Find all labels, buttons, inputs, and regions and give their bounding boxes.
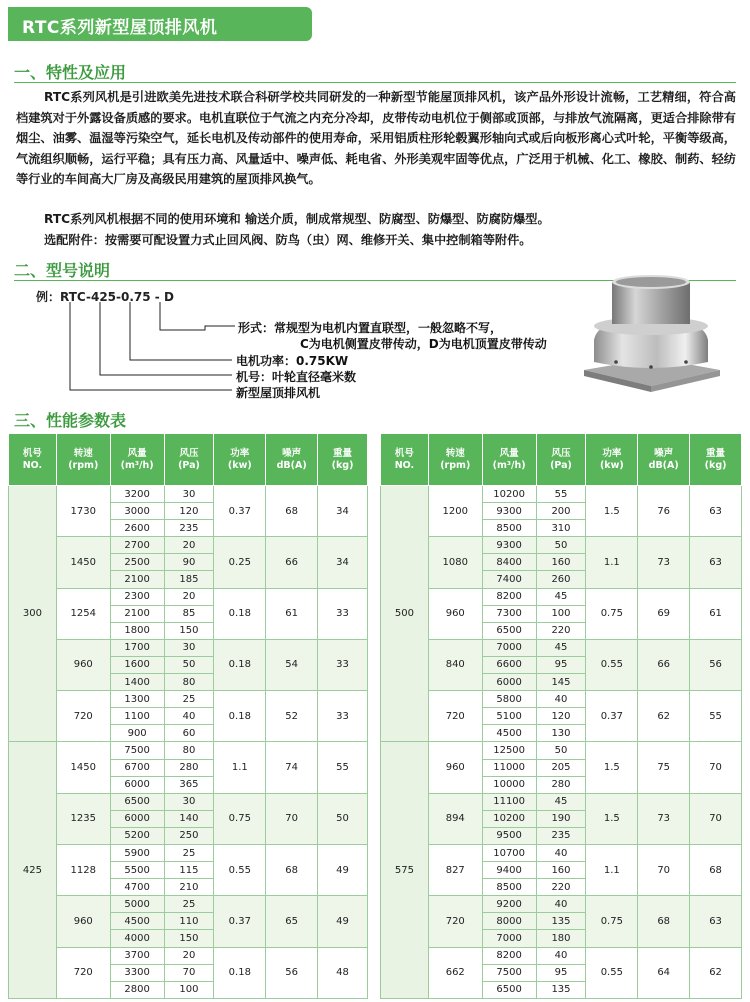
header-pressure-unit: (Pa) (178, 459, 200, 471)
power-cell: 1.5 (586, 793, 638, 844)
table-row (381, 588, 742, 605)
airflow-cell: 3200 (110, 486, 164, 503)
power-cell: 0.37 (586, 691, 638, 742)
machine-no-cell: 575 (381, 742, 429, 998)
header-noise-unit: dB(A) (648, 459, 679, 471)
leader-line-number (100, 302, 232, 375)
airflow-cell: 9300 (482, 537, 536, 554)
header-pressure (164, 434, 214, 486)
rpm-cell: 960 (428, 588, 482, 639)
header-pressure (536, 434, 586, 486)
header-power-cn: 功率 (230, 447, 250, 459)
airflow-cell: 1700 (110, 639, 164, 656)
header-weight-cn: 重量 (333, 447, 353, 459)
pressure-cell: 210 (164, 879, 214, 896)
airflow-cell: 10200 (482, 810, 536, 827)
weight-cell: 62 (690, 947, 742, 998)
pressure-cell: 20 (164, 947, 214, 964)
model-name-label: 新型屋顶排风机 (236, 386, 321, 400)
airflow-cell: 5500 (110, 862, 164, 879)
weight-cell: 55 (690, 691, 742, 742)
section-heading-performance: 三、性能参数表 (14, 411, 127, 430)
airflow-cell: 1100 (110, 708, 164, 725)
header-noise-cn: 噪声 (654, 447, 674, 459)
airflow-cell: 5800 (482, 691, 536, 708)
model-number-label: 机号：叶轮直径毫米数 (236, 370, 357, 384)
weight-cell: 33 (318, 639, 368, 690)
table-row (9, 793, 368, 810)
rpm-cell: 720 (56, 947, 110, 998)
rpm-cell: 662 (428, 947, 482, 998)
weight-cell: 55 (318, 742, 368, 793)
airflow-cell: 11100 (482, 793, 536, 810)
airflow-cell: 2500 (110, 554, 164, 571)
pressure-cell: 185 (164, 571, 214, 588)
airflow-cell: 7000 (482, 639, 536, 656)
weight-cell: 33 (318, 691, 368, 742)
noise-cell: 61 (266, 588, 318, 639)
noise-cell: 73 (638, 793, 690, 844)
airflow-cell: 7500 (482, 964, 536, 981)
airflow-cell: 1400 (110, 674, 164, 691)
airflow-cell: 2300 (110, 588, 164, 605)
airflow-cell: 6000 (482, 674, 536, 691)
airflow-cell: 9400 (482, 862, 536, 879)
airflow-cell: 2700 (110, 537, 164, 554)
pressure-cell: 80 (164, 742, 214, 759)
airflow-cell: 3700 (110, 947, 164, 964)
table-row (381, 896, 742, 913)
pressure-cell: 20 (164, 588, 214, 605)
power-cell: 1.1 (586, 844, 638, 895)
header-noise (638, 434, 690, 486)
table-row (381, 844, 742, 861)
header-weight (690, 434, 742, 486)
header-noise-cn: 噪声 (282, 447, 302, 459)
table-row (381, 793, 742, 810)
noise-cell: 68 (266, 844, 318, 895)
table-header-row (9, 434, 368, 486)
header-rpm-unit: (rpm) (68, 459, 99, 471)
noise-cell: 64 (638, 947, 690, 998)
table-row (9, 742, 368, 759)
rpm-cell: 960 (56, 639, 110, 690)
pressure-cell: 40 (536, 691, 586, 708)
pressure-cell: 50 (164, 656, 214, 673)
pressure-cell: 150 (164, 930, 214, 947)
pressure-cell: 95 (536, 656, 586, 673)
pressure-cell: 45 (536, 793, 586, 810)
header-airflow-cn: 风量 (127, 447, 147, 459)
table-row (9, 947, 368, 964)
table-row (381, 691, 742, 708)
airflow-cell: 11000 (482, 759, 536, 776)
airflow-cell: 6500 (482, 981, 536, 998)
weight-cell: 68 (690, 844, 742, 895)
rpm-cell: 1235 (56, 793, 110, 844)
pressure-cell: 20 (164, 537, 214, 554)
airflow-cell: 7300 (482, 605, 536, 622)
noise-cell: 69 (638, 588, 690, 639)
noise-cell: 70 (266, 793, 318, 844)
power-cell: 0.55 (586, 639, 638, 690)
table-row (381, 742, 742, 759)
pressure-cell: 55 (536, 486, 586, 503)
header-noise (266, 434, 318, 486)
rpm-cell: 894 (428, 793, 482, 844)
pressure-cell: 45 (536, 639, 586, 656)
pressure-cell: 160 (536, 862, 586, 879)
airflow-cell: 5200 (110, 827, 164, 844)
header-power-unit: (kw) (227, 459, 252, 471)
weight-cell: 63 (690, 486, 742, 537)
noise-cell: 68 (638, 896, 690, 947)
noise-cell: 54 (266, 639, 318, 690)
airflow-cell: 2600 (110, 520, 164, 537)
pressure-cell: 100 (164, 981, 214, 998)
table-row (9, 896, 368, 913)
table-row (9, 588, 368, 605)
power-cell: 0.25 (214, 537, 266, 588)
header-rpm (428, 434, 482, 486)
pressure-cell: 120 (536, 708, 586, 725)
weight-cell: 63 (690, 537, 742, 588)
noise-cell: 65 (266, 896, 318, 947)
header-rpm-cn: 转速 (73, 447, 93, 459)
model-power-label: 电机功率：0.75KW (236, 354, 349, 368)
airflow-cell: 6000 (110, 776, 164, 793)
header-no-cn: 机号 (22, 447, 42, 459)
airflow-cell: 12500 (482, 742, 536, 759)
power-cell: 0.55 (586, 947, 638, 998)
pressure-cell: 25 (164, 691, 214, 708)
airflow-cell: 6500 (110, 793, 164, 810)
pressure-cell: 60 (164, 725, 214, 742)
header-weight-unit: (kg) (331, 459, 354, 471)
airflow-cell: 2800 (110, 981, 164, 998)
weight-cell: 63 (690, 896, 742, 947)
airflow-cell: 8500 (482, 520, 536, 537)
pressure-cell: 25 (164, 896, 214, 913)
header-rpm-cn: 转速 (445, 447, 465, 459)
noise-cell: 56 (266, 947, 318, 998)
airflow-cell: 10700 (482, 844, 536, 861)
pressure-cell: 190 (536, 810, 586, 827)
airflow-cell: 5900 (110, 844, 164, 861)
header-no (9, 434, 57, 486)
pressure-cell: 50 (536, 537, 586, 554)
machine-no-cell: 500 (381, 486, 429, 742)
weight-cell: 49 (318, 896, 368, 947)
pressure-cell: 85 (164, 605, 214, 622)
model-example-code: RTC-425-0.75 - D (60, 290, 174, 304)
header-airflow-cn: 风量 (499, 447, 519, 459)
table-row (9, 691, 368, 708)
weight-cell: 34 (318, 537, 368, 588)
header-weight-unit: (kg) (704, 459, 727, 471)
pressure-cell: 80 (164, 674, 214, 691)
table-row (381, 639, 742, 656)
airflow-cell: 5000 (110, 896, 164, 913)
pressure-cell: 120 (164, 503, 214, 520)
airflow-cell: 6600 (482, 656, 536, 673)
machine-no-cell: 300 (9, 486, 57, 742)
airflow-cell: 9300 (482, 503, 536, 520)
rpm-cell: 840 (428, 639, 482, 690)
leader-line-name (70, 302, 232, 390)
header-no-unit: NO. (394, 459, 415, 471)
pressure-cell: 140 (164, 810, 214, 827)
table-row (381, 947, 742, 964)
airflow-cell: 2100 (110, 571, 164, 588)
weight-cell: 50 (318, 793, 368, 844)
airflow-cell: 2100 (110, 605, 164, 622)
section-heading-model: 二、型号说明 (14, 261, 111, 280)
header-pressure-unit: (Pa) (550, 459, 572, 471)
power-cell: 0.55 (214, 844, 266, 895)
pressure-cell: 145 (536, 674, 586, 691)
airflow-cell: 5100 (482, 708, 536, 725)
weight-cell: 48 (318, 947, 368, 998)
header-no-cn: 机号 (394, 447, 414, 459)
pressure-cell: 40 (536, 947, 586, 964)
pressure-cell: 205 (536, 759, 586, 776)
pressure-cell: 30 (164, 486, 214, 503)
power-cell: 0.18 (214, 639, 266, 690)
pressure-cell: 280 (536, 776, 586, 793)
rpm-cell: 1254 (56, 588, 110, 639)
table-row (9, 486, 368, 503)
rpm-cell: 1080 (428, 537, 482, 588)
header-power-unit: (kw) (599, 459, 624, 471)
rpm-cell: 1128 (56, 844, 110, 895)
power-cell: 0.18 (214, 947, 266, 998)
header-no (381, 434, 429, 486)
rpm-cell: 1450 (56, 537, 110, 588)
header-airflow (482, 434, 536, 486)
power-cell: 0.18 (214, 588, 266, 639)
pressure-cell: 220 (536, 879, 586, 896)
airflow-cell: 6700 (110, 759, 164, 776)
pressure-cell: 220 (536, 622, 586, 639)
noise-cell: 70 (638, 844, 690, 895)
airflow-cell: 9500 (482, 827, 536, 844)
noise-cell: 76 (638, 486, 690, 537)
accessories-paragraph: 选配附件：按需要可配设置力式止回风阀、防鸟（虫）网、维修开关、集中控制箱等附件。 (44, 233, 532, 247)
pressure-cell: 260 (536, 571, 586, 588)
airflow-cell: 900 (110, 725, 164, 742)
pressure-cell: 180 (536, 930, 586, 947)
header-power (586, 434, 638, 486)
roof-fan-product-image (576, 270, 726, 395)
model-form-label-1: 形式：常规型为电机内置直联型，一般忽略不写， (238, 321, 503, 335)
power-cell: 0.75 (586, 896, 638, 947)
table-row (381, 486, 742, 503)
airflow-cell: 1600 (110, 656, 164, 673)
pressure-cell: 40 (536, 896, 586, 913)
pressure-cell: 100 (536, 605, 586, 622)
header-weight (318, 434, 368, 486)
machine-no-cell: 425 (9, 742, 57, 998)
pressure-cell: 200 (536, 503, 586, 520)
weight-cell: 33 (318, 588, 368, 639)
pressure-cell: 310 (536, 520, 586, 537)
noise-cell: 75 (638, 742, 690, 793)
header-power-cn: 功率 (602, 447, 622, 459)
airflow-cell: 6000 (110, 810, 164, 827)
power-cell: 0.37 (214, 896, 266, 947)
rpm-cell: 1450 (56, 742, 110, 793)
pressure-cell: 130 (536, 725, 586, 742)
rpm-cell: 720 (428, 896, 482, 947)
header-noise-unit: dB(A) (276, 459, 307, 471)
power-cell: 0.37 (214, 486, 266, 537)
airflow-cell: 4500 (110, 913, 164, 930)
airflow-cell: 8000 (482, 913, 536, 930)
pressure-cell: 95 (536, 964, 586, 981)
weight-cell: 70 (690, 742, 742, 793)
header-pressure-cn: 风压 (179, 447, 199, 459)
rpm-cell: 1200 (428, 486, 482, 537)
airflow-cell: 8400 (482, 554, 536, 571)
airflow-cell: 7500 (110, 742, 164, 759)
noise-cell: 52 (266, 691, 318, 742)
airflow-cell: 4500 (482, 725, 536, 742)
pressure-cell: 70 (164, 964, 214, 981)
power-cell: 0.75 (214, 793, 266, 844)
pressure-cell: 110 (164, 913, 214, 930)
pressure-cell: 30 (164, 793, 214, 810)
table-header-row (381, 434, 742, 486)
noise-cell: 74 (266, 742, 318, 793)
variants-paragraph: RTC系列风机根据不同的使用环境和 输送介质，制成常规型、防腐型、防爆型、防腐防爆型。 (44, 212, 550, 226)
pressure-cell: 40 (536, 844, 586, 861)
pressure-cell: 235 (164, 520, 214, 537)
pressure-cell: 30 (164, 639, 214, 656)
performance-table-left (8, 433, 368, 999)
noise-cell: 66 (638, 639, 690, 690)
airflow-cell: 3000 (110, 503, 164, 520)
noise-cell: 68 (266, 486, 318, 537)
performance-table-right (380, 433, 742, 999)
pressure-cell: 45 (536, 588, 586, 605)
leader-line-power (130, 302, 232, 360)
header-power (214, 434, 266, 486)
noise-cell: 66 (266, 537, 318, 588)
airflow-cell: 8200 (482, 588, 536, 605)
header-pressure-cn: 风压 (551, 447, 571, 459)
pressure-cell: 160 (536, 554, 586, 571)
airflow-cell: 4700 (110, 879, 164, 896)
airflow-cell: 6500 (482, 622, 536, 639)
weight-cell: 70 (690, 793, 742, 844)
weight-cell: 49 (318, 844, 368, 895)
pressure-cell: 40 (164, 708, 214, 725)
pressure-cell: 365 (164, 776, 214, 793)
pressure-cell: 135 (536, 981, 586, 998)
header-weight-cn: 重量 (706, 447, 726, 459)
airflow-cell: 9200 (482, 896, 536, 913)
airflow-cell: 8200 (482, 947, 536, 964)
header-rpm-unit: (rpm) (440, 459, 471, 471)
table-row (9, 639, 368, 656)
noise-cell: 73 (638, 537, 690, 588)
table-row (9, 844, 368, 861)
airflow-cell: 1300 (110, 691, 164, 708)
airflow-cell: 7400 (482, 571, 536, 588)
pressure-cell: 25 (164, 844, 214, 861)
rpm-cell: 720 (56, 691, 110, 742)
airflow-cell: 4000 (110, 930, 164, 947)
airflow-cell: 1800 (110, 622, 164, 639)
power-cell: 1.5 (586, 742, 638, 793)
rpm-cell: 1730 (56, 486, 110, 537)
power-cell: 0.75 (586, 588, 638, 639)
leader-line-form (160, 302, 235, 330)
table-row (9, 537, 368, 554)
section-heading-features: 一、特性及应用 (14, 63, 127, 82)
header-airflow-unit: (m³/h) (120, 459, 154, 471)
weight-cell: 56 (690, 639, 742, 690)
rpm-cell: 960 (428, 742, 482, 793)
rpm-cell: 827 (428, 844, 482, 895)
power-cell: 1.1 (586, 537, 638, 588)
header-rpm (56, 434, 110, 486)
pressure-cell: 135 (536, 913, 586, 930)
table-row (381, 537, 742, 554)
header-no-unit: NO. (22, 459, 43, 471)
power-cell: 1.1 (214, 742, 266, 793)
noise-cell: 62 (638, 691, 690, 742)
pressure-cell: 280 (164, 759, 214, 776)
header-airflow-unit: (m³/h) (492, 459, 526, 471)
airflow-cell: 10200 (482, 486, 536, 503)
airflow-cell: 8500 (482, 879, 536, 896)
airflow-cell: 3300 (110, 964, 164, 981)
pressure-cell: 50 (536, 742, 586, 759)
weight-cell: 61 (690, 588, 742, 639)
header-airflow (110, 434, 164, 486)
power-cell: 1.5 (586, 486, 638, 537)
pressure-cell: 115 (164, 862, 214, 879)
intro-paragraph: RTC系列风机是引进欧美先进技术联合科研学校共同研发的一种新型节能屋顶排风机，该产品外形设计流畅，工艺精细，符合高档建筑对于外露设备质感的要求。电机直联位于气流之内充分冷却，皮带传动电机位于侧部或顶部，与排放气流隔离，更适合排除带有烟尘、油雾、温湿等污染空气，延长电机及传动部件的使用寿命，采用铝质柱形轮毂翼形轴向式或后向板形离心式叶轮，平衡等级高，气流组织顺畅，运行平稳；具有压力高、风量适中、噪声低、耗电省、外形美观牢固等优点，广泛用于机械、化工、橡胶、制药、轻纺等行业的车间高大厂房及高级民用建筑的屋顶排风换气。 (16, 90, 736, 186)
airflow-cell: 7000 (482, 930, 536, 947)
pressure-cell: 235 (536, 827, 586, 844)
pressure-cell: 150 (164, 622, 214, 639)
airflow-cell: 10000 (482, 776, 536, 793)
page-title: RTC系列新型屋顶排风机 (22, 18, 218, 38)
weight-cell: 34 (318, 486, 368, 537)
power-cell: 0.18 (214, 691, 266, 742)
model-example-prefix: 例： (36, 290, 61, 304)
pressure-cell: 250 (164, 827, 214, 844)
rpm-cell: 720 (428, 691, 482, 742)
pressure-cell: 90 (164, 554, 214, 571)
rpm-cell: 960 (56, 896, 110, 947)
model-form-label-2: C为电机侧置皮带传动，D为电机顶置皮带传动 (300, 337, 547, 351)
